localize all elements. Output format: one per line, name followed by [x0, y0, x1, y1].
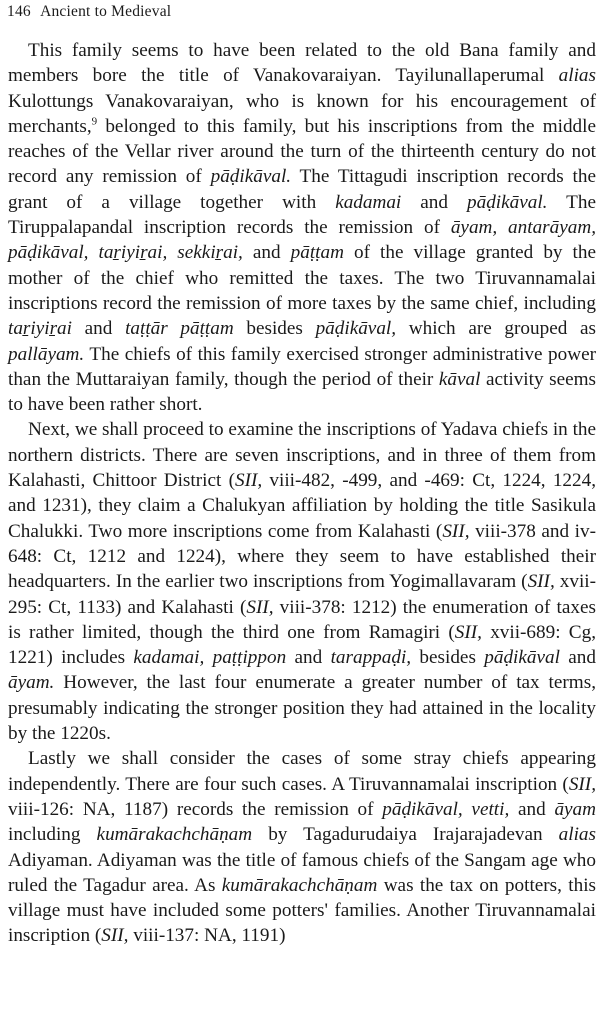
text-run: However, the last four enumerate a greater number of tax terms, presumably indicating the stronger position they had attained in the locality by the 1220s. — [8, 672, 596, 745]
text-run: besides — [411, 647, 485, 669]
italic-term: pāḍikāval, vetti, — [382, 798, 510, 820]
paragraph — [8, 38, 596, 417]
text-run: xvii-295: Ct, 1133) and Kalahasti ( — [8, 571, 596, 618]
text-run: The Tittagudi inscription records the grant of a village together with — [8, 166, 596, 213]
text-run: by Tagadurudaiya Irajarajadevan — [252, 824, 559, 846]
italic-term: SII, — [234, 470, 263, 492]
text-run: viii-378: 1212) the enumeration of taxes is rather limited, though the third one from Ramagiri ( — [8, 596, 596, 643]
italic-term: taṭṭār pāṭṭam — [125, 318, 234, 340]
text-run: Adiyaman. Adiyaman was the title of famous chiefs of the Sangam age who ruled the Tagadur area. As — [8, 849, 596, 896]
text-run: which are grouped as — [396, 318, 596, 340]
running-title: Ancient to Medieval — [40, 3, 172, 20]
italic-term: SII, — [246, 596, 274, 618]
text-run: and — [509, 798, 555, 820]
text-run: belonged to this family, but his inscriptions from the middle reaches of the Vellar river around the turn of the thirteenth century do not record any remission of — [8, 115, 596, 188]
text-run: activity seems to have been rather short. — [8, 368, 597, 416]
italic-term: SII, — [527, 571, 555, 593]
text-run: besides — [233, 318, 316, 340]
text-run: viii-126: NA, 1187) records the remission of — [8, 798, 383, 820]
text-run: of the village granted by the mother of the chief who remitted the taxes. The two Tiruvannamalai inscriptions record the remission of more taxes by the same chief, including — [8, 242, 596, 314]
italic-term: SII, — [568, 773, 596, 795]
page-number: 146 — [7, 3, 31, 20]
footnote-marker: 9 — [91, 115, 98, 128]
italic-term: pāḍikāval. — [467, 191, 548, 213]
italic-term: pāḍikāval — [484, 647, 560, 669]
text-run: including — [8, 824, 97, 846]
text-run: Kulottungs Vanakovaraiyan, who is known for his encouragement of merchants, — [8, 90, 596, 137]
italic-term: āyam — [554, 798, 596, 820]
italic-term: kāval — [438, 368, 481, 390]
text-run: xvii-689: Cg, 1221) includes — [8, 621, 596, 669]
italic-term: kumārakachchāṇam — [96, 824, 253, 846]
italic-term: SII, — [454, 621, 482, 643]
paragraph — [8, 746, 596, 948]
italic-term: kadamai, paṭṭippon — [133, 647, 287, 669]
italic-term: āyam. — [8, 672, 55, 694]
italic-term: kumārakachchāṇam — [221, 874, 378, 896]
text-run: and — [559, 647, 596, 669]
text-run: The chiefs of this family exercised stronger administrative power than the Muttaraiyan family, though the period of their — [8, 343, 596, 390]
italic-term: tarappaḍi, — [330, 647, 412, 669]
text-run: and — [401, 191, 468, 213]
body-text — [8, 38, 596, 949]
paragraph — [8, 417, 596, 746]
italic-term: SII, — [442, 520, 470, 542]
text-run: viii-482, -499, and -469: Ct, 1224, 1224, and 1231), they claim a Chalukyan affiliation by holding the title Sasikula Chalukki. Two more inscriptions come from Kalahasti ( — [8, 470, 596, 542]
italic-term: SII, — [101, 925, 129, 947]
italic-term: pāṭṭam — [290, 242, 344, 264]
italic-term: pallāyam. — [8, 343, 85, 365]
text-run: viii-137: NA, 1191) — [128, 925, 286, 947]
text-run: viii-378 and iv-648: Ct, 1212 and 1224), where they seem to have established their headquarters. In the earlier two inscriptions from Yogimallavaram ( — [8, 520, 597, 593]
text-run: and — [242, 242, 291, 264]
italic-term: alias — [558, 824, 596, 846]
italic-term: alias — [558, 65, 596, 87]
italic-term: āyam, antarāyam, pāḍikāval, taṟiyiṟai, sekkiṟai, — [8, 217, 596, 264]
text-run: and — [286, 647, 331, 669]
italic-term: taṟiyiṟai — [8, 318, 72, 340]
italic-term: pāḍikāval, — [315, 318, 397, 340]
italic-term: kadamai — [335, 191, 402, 213]
text-run: Next, we shall proceed to examine the inscriptions of Yadava chiefs in the northern districts. There are seven inscriptions, and in three of them from Kalahasti, Chittoor District ( — [8, 419, 597, 492]
text-run: The Tiruppalapandal inscription records the remission of — [8, 191, 596, 239]
italic-term: pāḍikāval. — [210, 166, 292, 188]
text-run: This family seems to have been related to the old Bana family and members bore the title of Vanakovaraiyan. Tayilunallaperumal — [8, 40, 596, 87]
text-run: was the tax on potters, this village must have included some potters' families. Another Tiruvannamalai inscription ( — [8, 874, 596, 947]
text-run: and — [71, 318, 126, 340]
text-run: Lastly we shall consider the cases of some stray chiefs appearing independently. There are four such cases. A Tiruvannamalai inscription ( — [8, 748, 596, 795]
page-header — [7, 3, 171, 21]
